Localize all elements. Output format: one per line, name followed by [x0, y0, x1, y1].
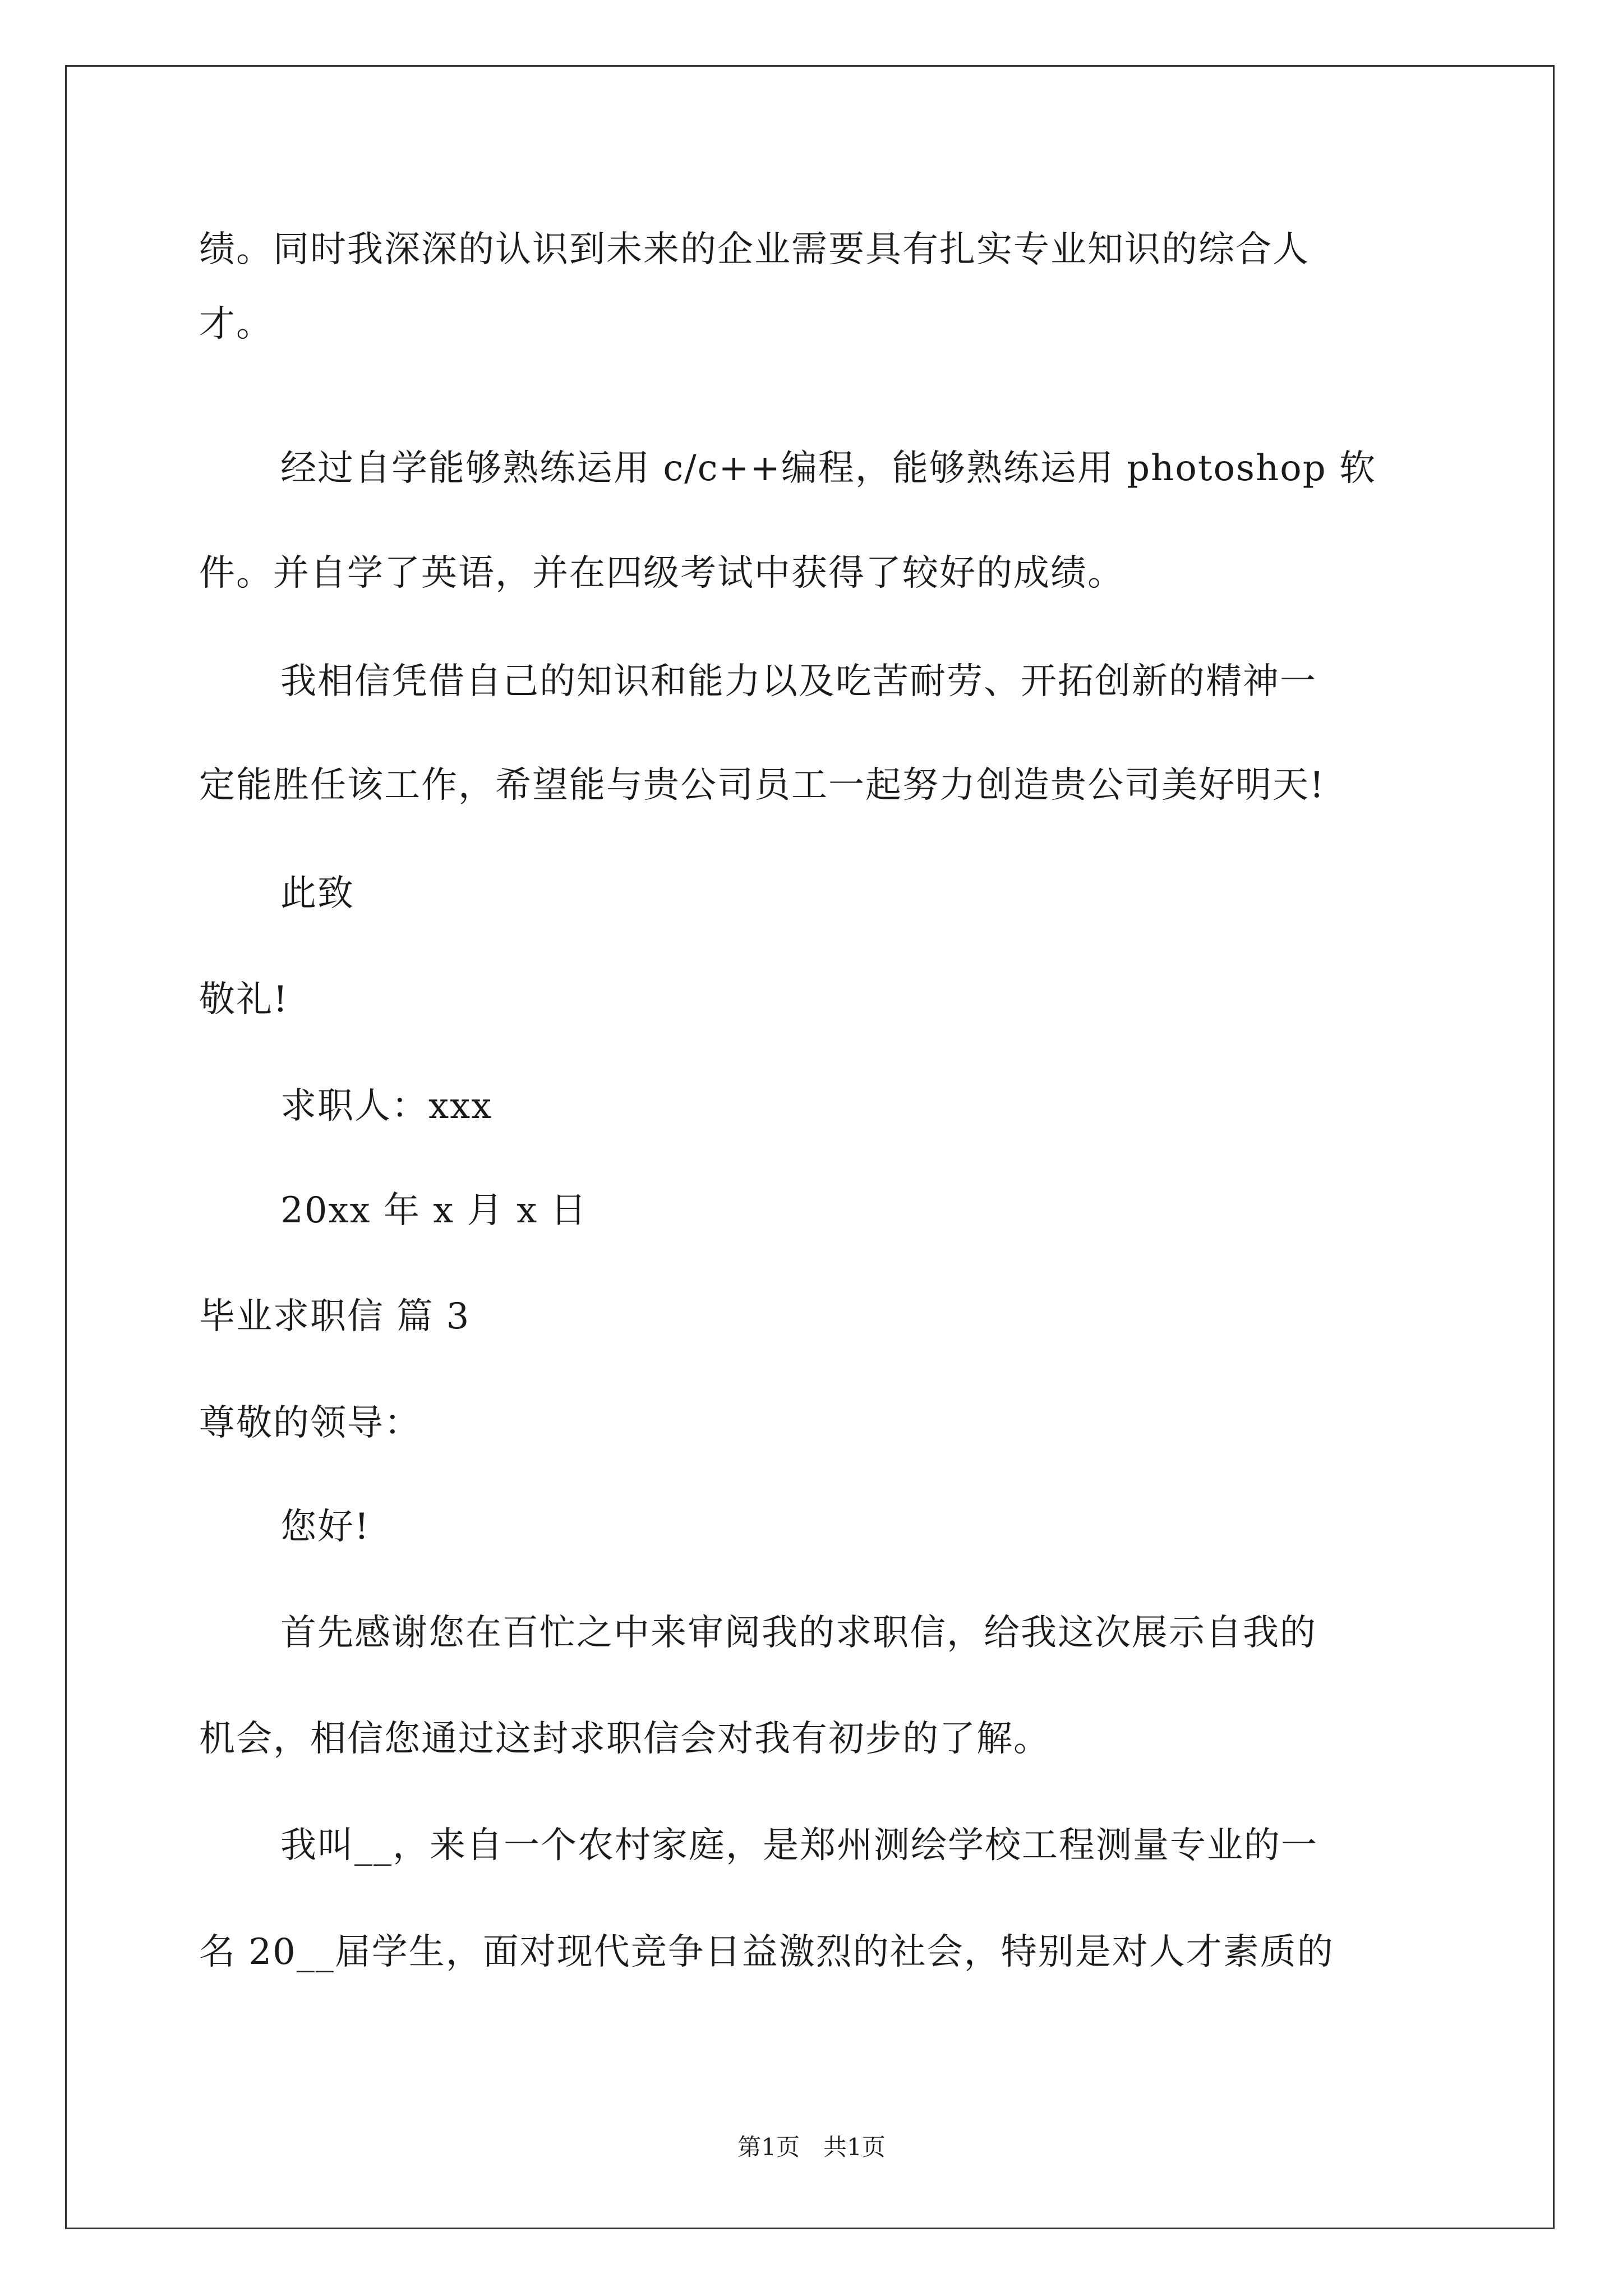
body-text-line: 机会，相信您通过这封求职信会对我有初步的了解。: [199, 1718, 1050, 1760]
body-text-line: 我相信凭借自己的知识和能力以及吃苦耐劳、开拓创新的精神一: [280, 661, 1317, 702]
page-number-footer: 第1页 共1页: [737, 2133, 886, 2161]
date-line: 20xx 年 x 月 x 日: [280, 1190, 588, 1231]
body-text-line: 我叫__，来自一个农村家庭，是郑州测绘学校工程测量专业的一: [280, 1825, 1318, 1866]
body-text-line: 件。并自学了英语，并在四级考试中获得了较好的成绩。: [199, 553, 1124, 594]
page-border: [65, 65, 1555, 2229]
greeting-line: 尊敬的领导：: [199, 1402, 421, 1444]
body-text-line: 定能胜任该工作，希望能与贵公司员工一起努力创造贵公司美好明天!: [199, 765, 1325, 806]
body-text-line: 才。: [199, 303, 273, 345]
section-heading: 毕业求职信 篇 3: [199, 1296, 471, 1337]
body-text-line: 经过自学能够熟练运用 c/c++编程，能够熟练运用 photoshop 软: [280, 448, 1377, 489]
greeting-hello: 您好!: [280, 1506, 370, 1548]
body-text-line: 名 20__届学生，面对现代竞争日益激烈的社会，特别是对人才素质的: [199, 1931, 1334, 1973]
closing-regards: 敬礼!: [199, 979, 289, 1020]
closing-salutation: 此致: [280, 873, 354, 914]
body-text-line: 首先感谢您在百忙之中来审阅我的求职信，给我这次展示自我的: [280, 1612, 1317, 1654]
signature-line: 求职人：xxx: [280, 1085, 493, 1127]
body-text-line: 绩。同时我深深的认识到未来的企业需要具有扎实专业知识的综合人: [199, 229, 1310, 270]
